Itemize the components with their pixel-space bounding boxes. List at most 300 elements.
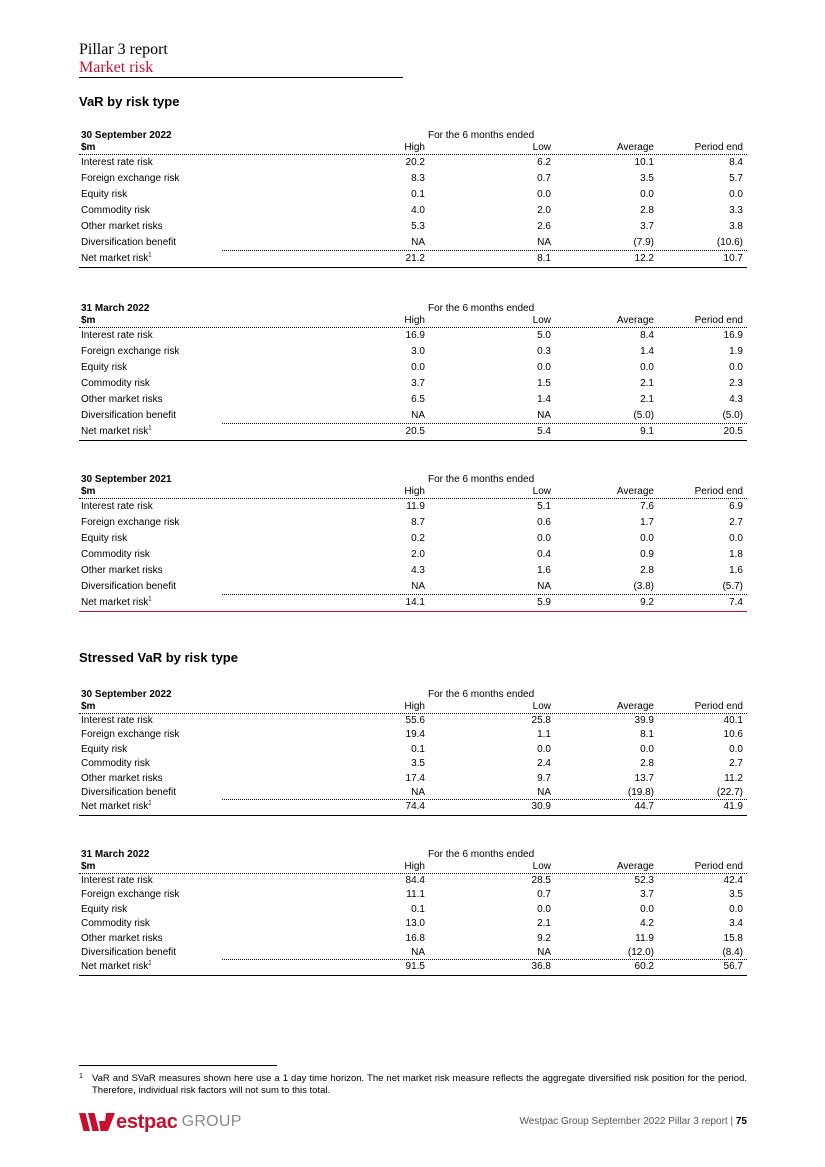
table-date: 31 March 2022 [81,303,150,314]
row-label-text: Commodity risk [81,378,150,389]
page-number: 75 [735,1116,747,1127]
row-label [81,888,179,902]
footnote-marker: 1 [79,1073,83,1080]
col-period-end-value: 20.5 [723,426,743,437]
row-label-text: Other market risks [81,394,163,405]
col-period-end-value: 2.7 [729,758,743,770]
col-period-end-value: 56.7 [723,961,743,973]
col-average-value: 3.7 [640,889,654,901]
table-row [79,563,747,579]
row-label [81,874,153,888]
col-low-value: 0.0 [537,743,551,755]
col-average-value: 11.9 [635,932,654,944]
col-average-value: 9.2 [640,597,654,608]
col-period-end-value: 16.9 [723,330,743,341]
col-average-header: Average [616,861,654,872]
row-label-text: Diversification benefit [81,237,177,248]
col-high-value: 55.6 [405,715,425,726]
col-low-value: NA [537,946,551,958]
col-high-value: 13.0 [405,918,425,930]
col-average-value: 1.7 [640,517,654,528]
table-row [79,203,747,219]
col-low-value: 2.6 [537,221,551,232]
table-unit: $m [81,861,96,872]
col-high-value: 3.7 [411,378,425,389]
col-high-value: 4.3 [411,565,425,576]
col-period-end-value: (5.7) [722,581,743,592]
row-label [81,219,163,235]
col-high-value: 3.5 [411,758,425,770]
row-label-text: Commodity risk [81,205,150,216]
col-low-value: 9.7 [537,772,551,784]
col-high-value: 17.4 [405,772,425,784]
row-label-text: Foreign exchange risk [81,346,180,357]
col-period-end-value: 3.8 [729,221,743,232]
table-row [79,917,747,931]
row-label [81,360,127,376]
col-period-end-value: (5.0) [722,410,743,421]
col-period-end-value: 3.4 [729,918,743,930]
col-high-value: 0.1 [411,903,425,915]
row-label [81,714,153,728]
row-label [81,757,150,771]
row-label [81,171,179,187]
col-low-value: 5.0 [537,330,551,341]
total-row [79,595,747,612]
table-row [79,392,747,408]
row-label-text: Interest rate risk [81,715,153,726]
col-average-value: (3.8) [633,581,654,592]
col-period-end-value: 42.4 [723,875,743,886]
col-period-end-value: 2.7 [729,517,743,528]
row-label-text: Diversification benefit [81,786,177,798]
col-low-value: 0.0 [537,362,551,373]
table-column-header-row [79,315,747,328]
col-period-end-value: 5.7 [729,173,743,184]
col-period-end-header: Period end [694,142,743,153]
col-low-value: 0.7 [537,173,551,184]
row-label-text: Foreign exchange risk [81,173,180,184]
col-low-header: Low [532,486,551,497]
row-label [81,547,150,563]
col-high-value: NA [411,410,425,421]
row-label [81,772,163,786]
table-row [79,547,747,563]
row-label [81,328,153,344]
row-label [81,392,163,408]
col-average-value: 3.7 [640,221,654,232]
col-high-value: 74.4 [405,801,425,813]
var-table-sep-2022 [79,130,747,268]
row-label-text: Net market risk [81,961,149,973]
row-label [81,728,179,742]
row-label-text: Interest rate risk [81,501,153,512]
col-average-header: Average [616,701,654,712]
row-label-text: Other market risks [81,772,163,784]
col-average-header: Average [616,315,654,326]
col-average-value: 3.5 [640,173,654,184]
col-high-value: 8.7 [411,517,425,528]
row-label-text: Diversification benefit [81,946,177,958]
col-period-end-header: Period end [694,861,743,872]
row-label-text: Equity risk [81,533,128,544]
westpac-logo [79,1110,242,1134]
col-average-value: 0.0 [640,533,654,544]
row-label-text: Other market risks [81,932,163,944]
total-row [79,251,747,268]
col-period-end-value: 15.8 [723,932,743,944]
col-low-value: 6.2 [537,157,551,168]
col-average-value: 12.2 [634,253,654,264]
col-low-value: NA [537,786,551,798]
col-low-value: 2.1 [537,918,551,930]
table-unit: $m [81,142,96,153]
footnote-ref: 1 [148,801,152,808]
col-period-end-value: 3.5 [729,889,743,901]
col-period-end-value: 1.9 [729,346,743,357]
table-row [79,579,747,595]
col-low-value: 0.0 [537,533,551,544]
row-label [81,203,150,219]
row-label-text: Interest rate risk [81,330,153,341]
var-section-title: VaR by risk type [79,94,180,109]
col-low-value: 0.0 [537,903,551,915]
row-label [81,235,176,251]
table-row [79,408,747,424]
col-low-value: NA [537,237,551,248]
col-high-value: 19.4 [405,729,425,741]
row-label-text: Commodity risk [81,549,150,560]
col-period-end-value: 0.0 [729,189,743,200]
report-subtitle: Market risk [79,59,403,78]
col-average-value: 7.6 [640,501,654,512]
col-high-value: 8.3 [411,173,425,184]
table-row [79,874,747,888]
col-period-end-value: 8.4 [729,157,743,168]
col-period-end-value: 40.1 [723,715,743,726]
row-label-text: Interest rate risk [81,875,153,886]
period-header: For the 6 months ended [428,130,535,141]
row-label [81,579,176,595]
col-low-value: 5.9 [537,597,551,608]
col-average-value: 9.1 [640,426,654,437]
row-label-text: Net market risk [81,253,149,264]
col-high-value: 16.9 [405,330,425,341]
col-high-value: 21.2 [405,253,425,264]
table-header-row [79,130,747,142]
col-low-value: 1.4 [537,394,551,405]
footnote-ref: 1 [148,961,152,968]
col-average-value: 0.0 [640,362,654,373]
total-row [79,960,747,975]
col-period-end-value: 11.2 [724,772,743,784]
row-label [81,946,176,960]
footnote-text: VaR and SVaR measures shown here use a 1 day time horizon. The net market risk measure reflects the aggregate diversified risk position for the period. Therefore, individual risk factors will not sum to this total. [92,1073,747,1096]
row-label-text: Commodity risk [81,758,150,770]
col-low-value: 0.3 [537,346,551,357]
col-average-value: 60.2 [634,961,654,973]
col-average-value: 13.7 [634,772,654,784]
table-unit: $m [81,315,96,326]
col-period-end-value: 10.7 [723,253,743,264]
col-period-end-value: (22.7) [716,786,743,798]
table-row [79,171,747,187]
row-label [81,932,163,946]
col-period-end-header: Period end [694,486,743,497]
col-high-value: 11.9 [406,501,425,512]
table-row [79,328,747,344]
row-label [81,960,152,974]
col-low-value: 1.6 [537,565,551,576]
col-high-value: 2.0 [411,549,425,560]
col-low-value: 1.1 [537,729,551,741]
row-label [81,251,152,267]
row-label [81,800,152,814]
col-low-value: 36.8 [531,961,551,973]
col-average-value: 10.1 [634,157,654,168]
table-row [79,786,747,800]
table-row [79,531,747,547]
row-label [81,531,127,547]
col-period-end-value: 0.0 [729,362,743,373]
period-header: For the 6 months ended [428,849,535,860]
col-low-value: 0.0 [537,189,551,200]
row-label [81,499,153,515]
col-period-end-value: 7.4 [729,597,743,608]
col-low-value: 5.4 [537,426,551,437]
col-low-value: 1.5 [537,378,551,389]
col-low-value: 0.4 [537,549,551,560]
table-row [79,235,747,251]
total-row [79,424,747,441]
row-label-text: Other market risks [81,221,163,232]
table-row [79,903,747,917]
col-period-end-value: 1.6 [729,565,743,576]
col-period-end-value: 0.0 [729,903,743,915]
col-high-value: 5.3 [411,221,425,232]
col-average-value: 1.4 [640,346,654,357]
table-column-header-row [79,701,747,714]
table-row [79,728,747,742]
table-row [79,187,747,203]
col-high-value: 20.5 [405,426,425,437]
row-label-text: Diversification benefit [81,410,177,421]
col-average-value: 39.9 [634,715,654,726]
col-low-value: NA [537,410,551,421]
row-label-text: Foreign exchange risk [81,517,180,528]
footnote [79,1073,747,1097]
col-average-value: (12.0) [627,946,654,958]
westpac-w-logo-icon [79,1112,115,1132]
table-row [79,499,747,515]
col-average-value: 2.1 [640,394,654,405]
col-high-value: 16.8 [405,932,425,944]
col-period-end-value: (10.6) [716,237,743,248]
table-unit: $m [81,486,96,497]
table-row [79,932,747,946]
period-header: For the 6 months ended [428,474,535,485]
col-average-value: (5.0) [633,410,654,421]
col-average-value: 2.8 [640,205,654,216]
row-label [81,595,152,611]
col-low-header: Low [532,701,551,712]
row-label [81,515,179,531]
table-row [79,360,747,376]
table-date: 30 September 2022 [81,689,172,700]
svar-section-title: Stressed VaR by risk type [79,650,238,665]
col-average-value: 8.1 [640,729,654,741]
row-label-text: Diversification benefit [81,581,177,592]
row-label-text: Equity risk [81,362,128,373]
row-label [81,376,150,392]
col-low-value: 5.1 [537,501,551,512]
col-average-value: 2.8 [640,758,654,770]
report-title: Pillar 3 report [79,41,168,58]
table-date: 30 September 2022 [81,130,172,141]
col-high-value: 20.2 [405,157,425,168]
table-row [79,155,747,171]
col-high-header: High [404,315,425,326]
table-header-row [79,303,747,315]
table-header-row [79,474,747,486]
row-label [81,187,127,203]
col-high-value: 91.5 [405,961,425,973]
row-label [81,344,179,360]
col-average-value: 0.0 [640,743,654,755]
col-high-value: 4.0 [411,205,425,216]
col-low-value: 2.0 [537,205,551,216]
table-row [79,219,747,235]
table-row [79,344,747,360]
col-average-value: 44.7 [634,801,654,813]
row-label-text: Net market risk [81,801,149,813]
row-label [81,408,176,424]
row-label [81,743,127,757]
col-period-end-value: 3.3 [729,205,743,216]
col-low-value: 25.8 [531,715,551,726]
total-row [79,800,747,815]
table-column-header-row [79,486,747,499]
logo-group: GROUP [181,1113,242,1130]
row-label [81,903,127,917]
col-average-value: 2.8 [640,565,654,576]
col-high-header: High [404,861,425,872]
col-low-value: 2.4 [537,758,551,770]
row-label [81,563,163,579]
col-average-header: Average [616,142,654,153]
col-low-value: 9.2 [537,932,551,944]
col-high-value: 14.1 [405,597,425,608]
row-label-text: Equity risk [81,743,128,755]
col-average-value: 8.4 [640,330,654,341]
col-period-end-value: 0.0 [729,533,743,544]
footnote-ref: 1 [148,425,152,432]
col-period-end-value: 1.8 [729,549,743,560]
col-high-value: NA [411,581,425,592]
row-label-text: Equity risk [81,903,128,915]
col-high-value: 0.1 [411,743,425,755]
col-low-value: 30.9 [531,801,551,813]
col-high-value: 84.4 [405,875,425,886]
col-average-header: Average [616,486,654,497]
col-period-end-value: 6.9 [729,501,743,512]
col-high-value: NA [411,786,425,798]
row-label [81,155,153,171]
col-average-value: 0.9 [640,549,654,560]
footer-text: Westpac Group September 2022 Pillar 3 report | [519,1116,736,1127]
col-high-value: 3.0 [411,346,425,357]
table-row [79,946,747,960]
row-label-text: Net market risk [81,426,149,437]
logo-wordmark: estpac [116,1110,178,1133]
table-row [79,888,747,902]
col-average-value: 0.0 [640,903,654,915]
col-average-value: 0.0 [640,189,654,200]
col-low-header: Low [532,861,551,872]
period-header: For the 6 months ended [428,689,535,700]
row-label [81,786,176,800]
col-high-value: 0.1 [411,189,425,200]
table-unit: $m [81,701,96,712]
col-average-value: 4.2 [640,918,654,930]
col-high-header: High [404,486,425,497]
col-low-value: 0.6 [537,517,551,528]
col-high-value: 11.1 [406,889,425,901]
row-label-text: Commodity risk [81,918,150,930]
footnote-divider [79,1065,277,1066]
table-row [79,772,747,786]
col-average-value: (19.8) [627,786,654,798]
col-period-end-value: 4.3 [729,394,743,405]
col-low-value: 28.5 [531,875,551,886]
table-header-row [79,689,747,701]
page-footer [519,1116,747,1127]
report-header [79,40,403,78]
footnote-ref: 1 [148,596,152,603]
table-row [79,714,747,728]
col-high-value: NA [411,237,425,248]
col-high-header: High [404,701,425,712]
col-high-value: NA [411,946,425,958]
table-row [79,376,747,392]
col-period-end-header: Period end [694,315,743,326]
col-high-value: 0.0 [411,362,425,373]
svar-table-mar-2022 [79,849,747,976]
col-period-end-value: 2.3 [729,378,743,389]
col-high-value: 0.2 [411,533,425,544]
table-row [79,515,747,531]
footnote-ref: 1 [148,252,152,259]
col-low-value: 8.1 [537,253,551,264]
col-low-value: 0.7 [537,889,551,901]
row-label [81,917,150,931]
row-label-text: Other market risks [81,565,163,576]
period-header: For the 6 months ended [428,303,535,314]
table-header-row [79,849,747,861]
table-column-header-row [79,142,747,155]
col-low-header: Low [532,142,551,153]
col-period-end-header: Period end [694,701,743,712]
col-period-end-value: 41.9 [723,801,743,813]
table-row [79,757,747,771]
col-average-value: 2.1 [640,378,654,389]
row-label-text: Foreign exchange risk [81,889,180,901]
row-label [81,424,152,440]
row-label-text: Equity risk [81,189,128,200]
row-label-text: Net market risk [81,597,149,608]
col-average-value: (7.9) [633,237,654,248]
col-high-header: High [404,142,425,153]
